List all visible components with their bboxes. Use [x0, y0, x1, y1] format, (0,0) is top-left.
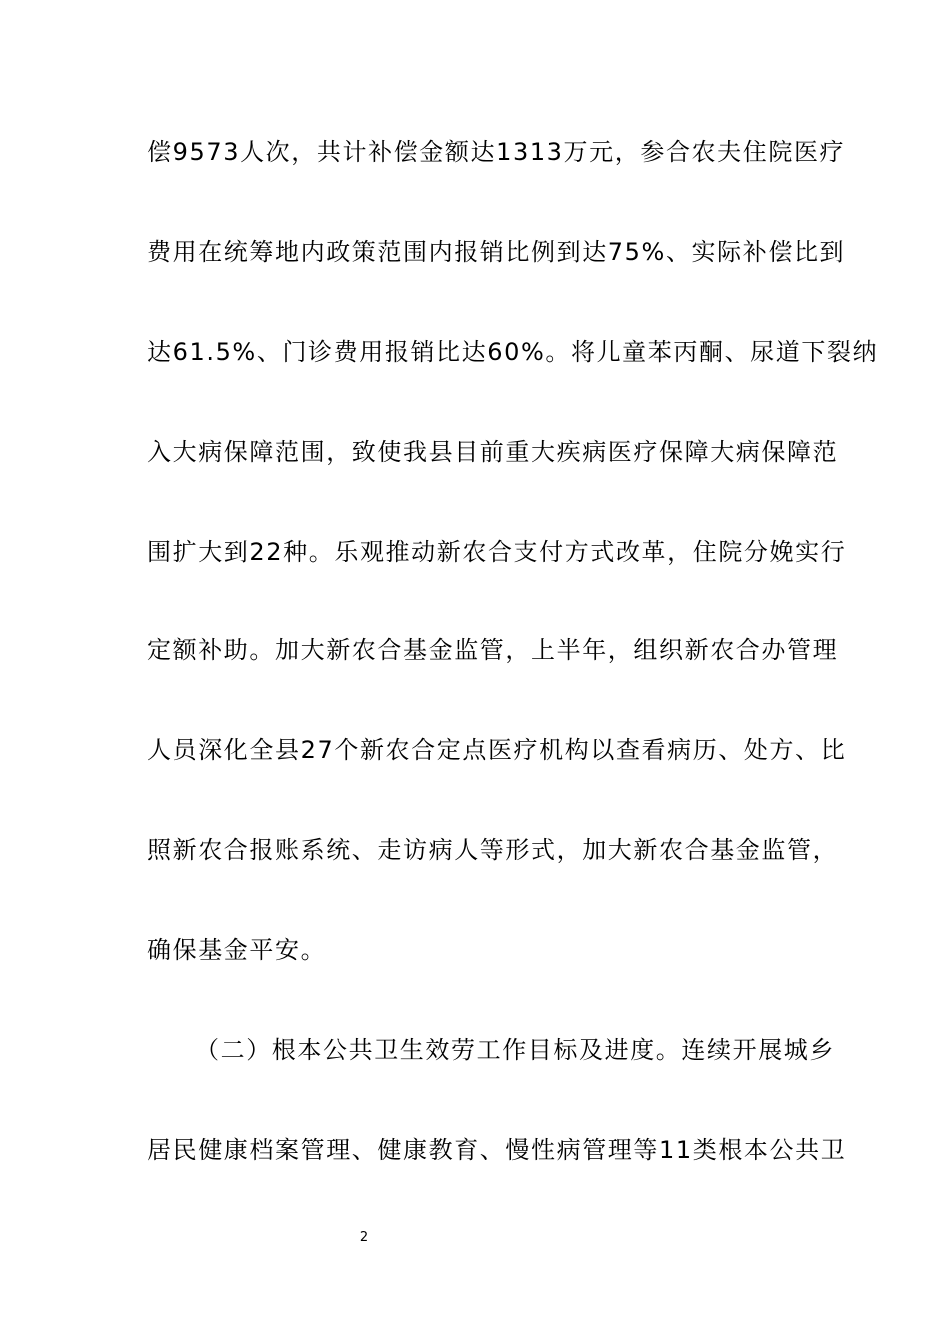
paragraph-line: 居民健康档案管理、健康教育、慢性病管理等11类根本公共卫 — [147, 1136, 847, 1164]
paragraph-line: 入大病保障范围，致使我县目前重大疾病医疗保障大病保障范 — [147, 438, 839, 466]
paragraph-line: 偿9573人次，共计补偿金额达1313万元，参合农夫住院医疗 — [147, 138, 846, 166]
paragraph-last-line: 确保基金平安。 — [147, 936, 327, 964]
section-heading-line: （二）根本公共卫生效劳工作目标及进度。连续开展城乡 — [195, 1036, 835, 1064]
paragraph-line: 照新农合报账系统、走访病人等形式，加大新农合基金监管， — [147, 836, 839, 864]
paragraph-line: 定额补助。加大新农合基金监管，上半年，组织新农合办管理 — [147, 636, 839, 664]
paragraph-line: 达61.5%、门诊费用报销比达60%。将儿童苯丙酮、尿道下裂纳 — [147, 338, 879, 366]
paragraph-line: 费用在统筹地内政策范围内报销比例到达75%、实际补偿比到 — [147, 238, 846, 266]
paragraph-line: 人员深化全县27个新农合定点医疗机构以查看病历、处方、比 — [147, 736, 847, 764]
page-number: 2 — [359, 1230, 369, 1245]
paragraph-line: 围扩大到22种。乐观推动新农合支付方式改革，住院分娩实行 — [147, 538, 847, 566]
